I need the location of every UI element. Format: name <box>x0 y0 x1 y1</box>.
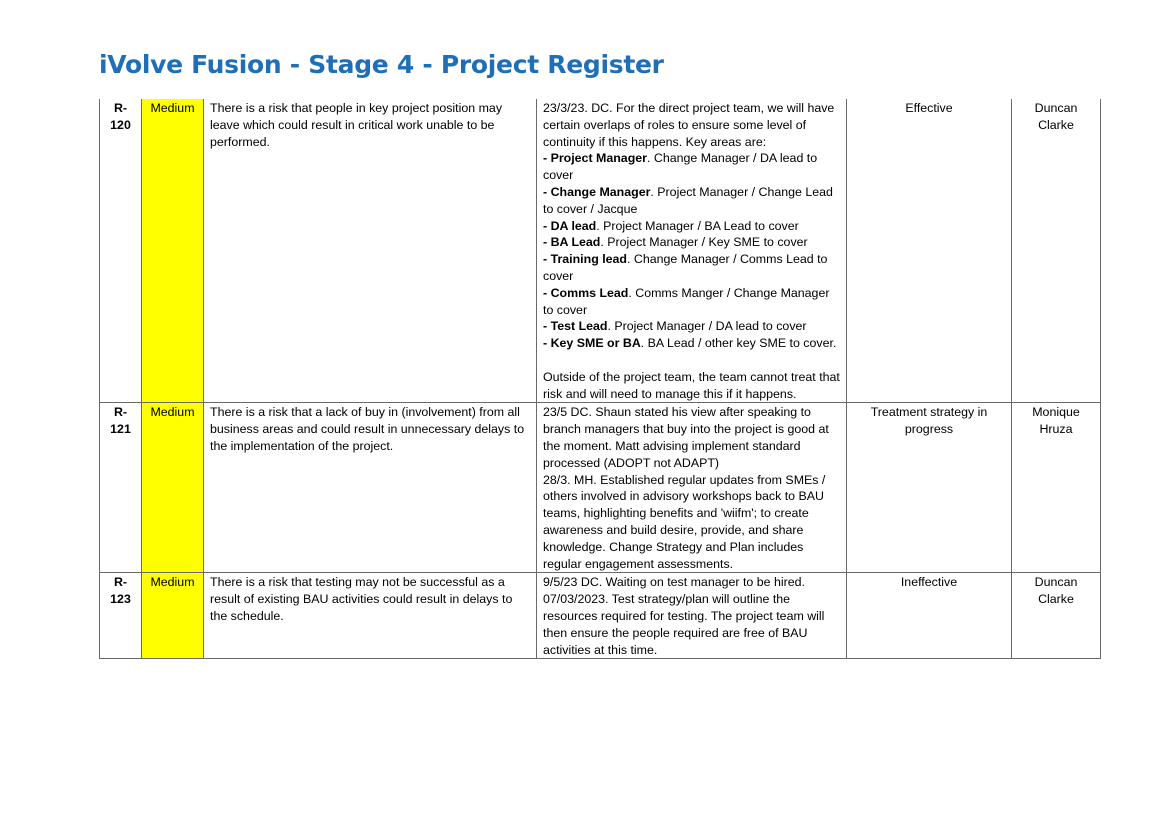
risk-id: R- 120 <box>110 101 131 132</box>
risk-rating: Medium <box>150 575 195 590</box>
treatment-status-cell <box>847 99 1012 403</box>
treatment-cell <box>537 573 847 659</box>
treatment-paragraph: 07/03/2023. Test strategy/plan will outline the resources required for testing. The project team will then ensure the people required are free of BAU activities at this time. <box>543 592 825 657</box>
treatment-item-text: . Change Manager / Comms Lead to cover <box>543 252 828 283</box>
treatment-status: Effective <box>905 101 953 115</box>
risk-register-table <box>99 99 1101 659</box>
risk-rating: Medium <box>150 405 195 420</box>
treatment-item <box>543 234 840 251</box>
page-title: iVolve Fusion - Stage 4 - Project Register <box>99 50 664 79</box>
risk-owner: Duncan Clarke <box>1034 101 1078 132</box>
risk-owner-cell <box>1012 99 1101 403</box>
treatment-item-text: . Change Manager / DA lead to cover <box>543 151 818 183</box>
risk-description-cell <box>204 99 537 403</box>
treatment-status: Ineffective <box>900 575 958 590</box>
table-row <box>100 99 1101 403</box>
treatment-item <box>543 218 840 235</box>
risk-description-cell <box>204 573 537 659</box>
risk-rating-cell <box>142 99 204 403</box>
treatment-cell <box>537 99 847 403</box>
treatment-outro: Outside of the project team, the team cannot treat that risk and will need to manage this if it happens. <box>543 369 840 401</box>
treatment-status-cell <box>847 403 1012 573</box>
risk-id: R- 121 <box>110 405 131 437</box>
treatment-paragraph: 28/3. MH. Established regular updates from SMEs / others involved in advisory workshops back to BAU teams, highlighting benefits and 'wiifm'; to create awareness and build desire, provide, and share knowledge. Change Strategy and Plan includes regular engagement assessments. <box>543 472 826 571</box>
treatment-intro: 23/3/23. DC. For the direct project team, we will have certain overlaps of roles to ensure some level of continuity if this happens. Key areas are: <box>543 101 835 149</box>
risk-description-cell <box>204 403 537 573</box>
risk-id: R- 123 <box>110 575 131 607</box>
treatment-cell <box>537 403 847 573</box>
risk-description: There is a risk that people in key project position may leave which could result in critical work unable to be performed. <box>210 101 503 149</box>
treatment-item-role: - Key SME or BA <box>543 336 641 351</box>
treatment-item-role: - Training lead <box>543 252 627 267</box>
treatment-item <box>543 285 840 319</box>
treatment-item-text: . Comms Manger / Change Manager to cover <box>543 285 830 317</box>
treatment-status-cell <box>847 573 1012 659</box>
treatment-item <box>543 251 840 285</box>
treatment-item-text: . Project Manager / Key SME to cover <box>600 235 808 250</box>
treatment-item-role: - DA lead <box>543 218 597 233</box>
risk-owner: Monique Hruza <box>1032 405 1080 437</box>
treatment-item-role: - Comms Lead <box>543 285 629 300</box>
treatment-item <box>543 184 840 218</box>
treatment-item-role: - Test Lead <box>543 319 608 334</box>
table-row <box>100 573 1101 659</box>
treatment-item-text: . Project Manager / DA lead to cover <box>607 319 807 334</box>
risk-id-cell <box>100 99 142 403</box>
treatment-item-text: . BA Lead / other key SME to cover. <box>640 336 837 351</box>
treatment-paragraph: 9/5/23 DC. Waiting on test manager to be hired. <box>543 575 805 590</box>
treatment-item <box>543 318 840 335</box>
risk-rating-cell <box>142 573 204 659</box>
risk-rating: Medium <box>150 101 195 115</box>
treatment-item-role: - Project Manager <box>543 151 647 166</box>
table-row <box>100 403 1101 573</box>
treatment-item <box>543 150 840 184</box>
treatment-item <box>543 335 840 352</box>
treatment-item-role: - Change Manager <box>543 184 651 199</box>
risk-rating-cell <box>142 403 204 573</box>
treatment-paragraph: 23/5 DC. Shaun stated his view after speaking to branch managers that buy into the project is good at the moment. Matt advising implement standard processed (ADOPT not ADAPT) <box>543 405 829 470</box>
risk-description: There is a risk that testing may not be successful as a result of existing BAU activities could result in delays to the schedule. <box>210 575 513 623</box>
risk-description: There is a risk that a lack of buy in (involvement) from all business areas and could result in unnecessary delays to the implementation of the project. <box>210 405 525 453</box>
risk-owner-cell <box>1012 573 1101 659</box>
treatment-item-role: - BA Lead <box>543 235 601 250</box>
risk-id-cell <box>100 573 142 659</box>
treatment-item-text: . Project Manager / Change Lead to cover / Jacque <box>543 184 833 216</box>
risk-owner: Duncan Clarke <box>1034 575 1078 607</box>
risk-id-cell <box>100 403 142 573</box>
treatment-item-text: . Project Manager / BA Lead to cover <box>596 218 799 233</box>
treatment-status: Treatment strategy in progress <box>870 405 988 437</box>
risk-owner-cell <box>1012 403 1101 573</box>
